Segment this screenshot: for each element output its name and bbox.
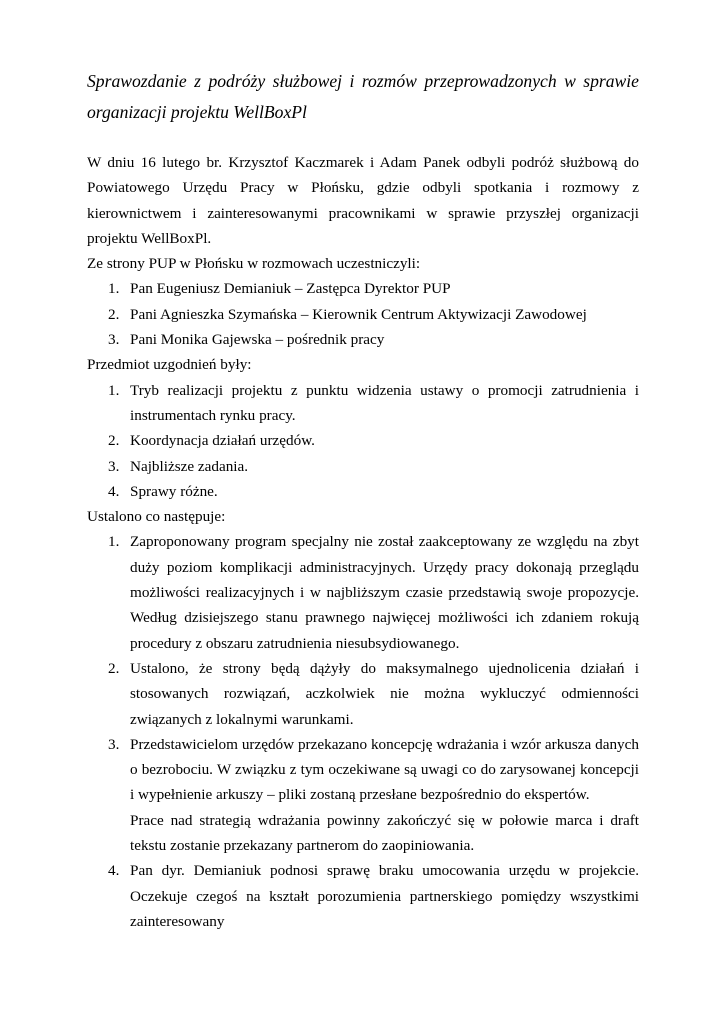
document-title: Sprawozdanie z podróży służbowej i rozmów przeprowadzonych w sprawie organizacji projektu WellBoxPl (87, 71, 639, 122)
intro-paragraph: W dniu 16 lutego br. Krzysztof Kaczmarek i Adam Panek odbyli podróż służbową do Powiatowego Urzędu Pracy w Płońsku, gdzie odbyli spotkania i rozmowy z kierownictwem i zainteresowanymi pracownikami w sprawie przyszłej organizacji projektu WellBoxPl. (87, 154, 639, 247)
list-item (108, 454, 639, 479)
list-item (108, 479, 639, 504)
item-number: 3. (108, 735, 120, 753)
subjects-heading: Przedmiot uzgodnień były: (87, 356, 252, 374)
item-text: Tryb realizacji projektu z punktu widzenia ustawy o promocji zatrudnienia i instrumentach rynku pracy. (130, 381, 639, 424)
item-text: Pani Agnieszka Szymańska – Kierownik Centrum Aktywizacji Zawodowej (130, 305, 587, 323)
item-number: 4. (108, 862, 120, 880)
item-number: 4. (108, 482, 120, 500)
item-number: 1. (108, 533, 120, 551)
list-item (108, 276, 639, 301)
list-item (108, 428, 639, 453)
item-number: 3. (108, 457, 120, 475)
item-text: Sprawy różne. (130, 482, 218, 500)
item-text: Pani Monika Gajewska – pośrednik pracy (130, 331, 385, 349)
item-text: Pan Eugeniusz Demianiuk – Zastępca Dyrektor PUP (130, 280, 451, 298)
findings-heading: Ustalono co następuje: (87, 508, 226, 526)
item-number: 2. (108, 305, 120, 323)
list-item (108, 656, 639, 732)
participants-list (87, 276, 639, 352)
list-item (108, 378, 639, 429)
item-text: Pan dyr. Demianiuk podnosi sprawę braku umocowania urzędu w projekcie. Oczekuje czegoś na kształt porozumienia partnerskiego pomiędzy wszystkimi zainteresowany (130, 862, 639, 930)
item-number: 2. (108, 659, 120, 677)
item-text: Zaproponowany program specjalny nie został zaakceptowany ze względu na zbyt duży poziom komplikacji administracyjnych. Urzędy pracy dokonają przeglądu możliwości realizacyjnych i w najbliższym czasie przedstawią swoje propozycje. Według dzisiejszego stanu prawnego najwięcej możliwości ich zdaniem rokują procedury z obszaru zatrudnienia niesubsydiowanego. (130, 533, 639, 652)
participants-heading: Ze strony PUP w Płońsku w rozmowach uczestniczyli: (87, 255, 421, 273)
item-text: Najbliższe zadania. (130, 457, 249, 475)
list-item (108, 327, 639, 352)
list-item (108, 529, 639, 655)
document-body (87, 150, 639, 934)
item-text: Ustalono, że strony będą dążyły do maksymalnego ujednolicenia działań i stosowanych rozwiązań, aczkolwiek nie można wykluczyć odmienności związanych z lokalnymi warunkami. (130, 659, 639, 728)
item-text: Koordynacja działań urzędów. (130, 432, 315, 450)
item-text: Przedstawicielom urzędów przekazano koncepcję wdrażania i wzór arkusza danych o bezrobociu. W związku z tym oczekiwane są uwagi co do zarysowanej koncepcji i wypełnienie arkuszy – pliki zostaną przesłane bezpośrednio do ekspertów. (130, 735, 639, 804)
findings-list (87, 529, 639, 934)
list-item (108, 732, 639, 858)
item-number: 1. (108, 280, 120, 298)
item-number: 1. (108, 381, 120, 399)
item-number: 3. (108, 331, 120, 349)
subjects-list (87, 378, 639, 504)
item-number: 2. (108, 432, 120, 450)
list-item (108, 302, 639, 327)
list-item (108, 858, 639, 934)
item-continuation: Prace nad strategią wdrażania powinny zakończyć się w połowie marca i draft tekstu zostanie przekazany partnerom do zaopiniowania. (130, 811, 639, 855)
